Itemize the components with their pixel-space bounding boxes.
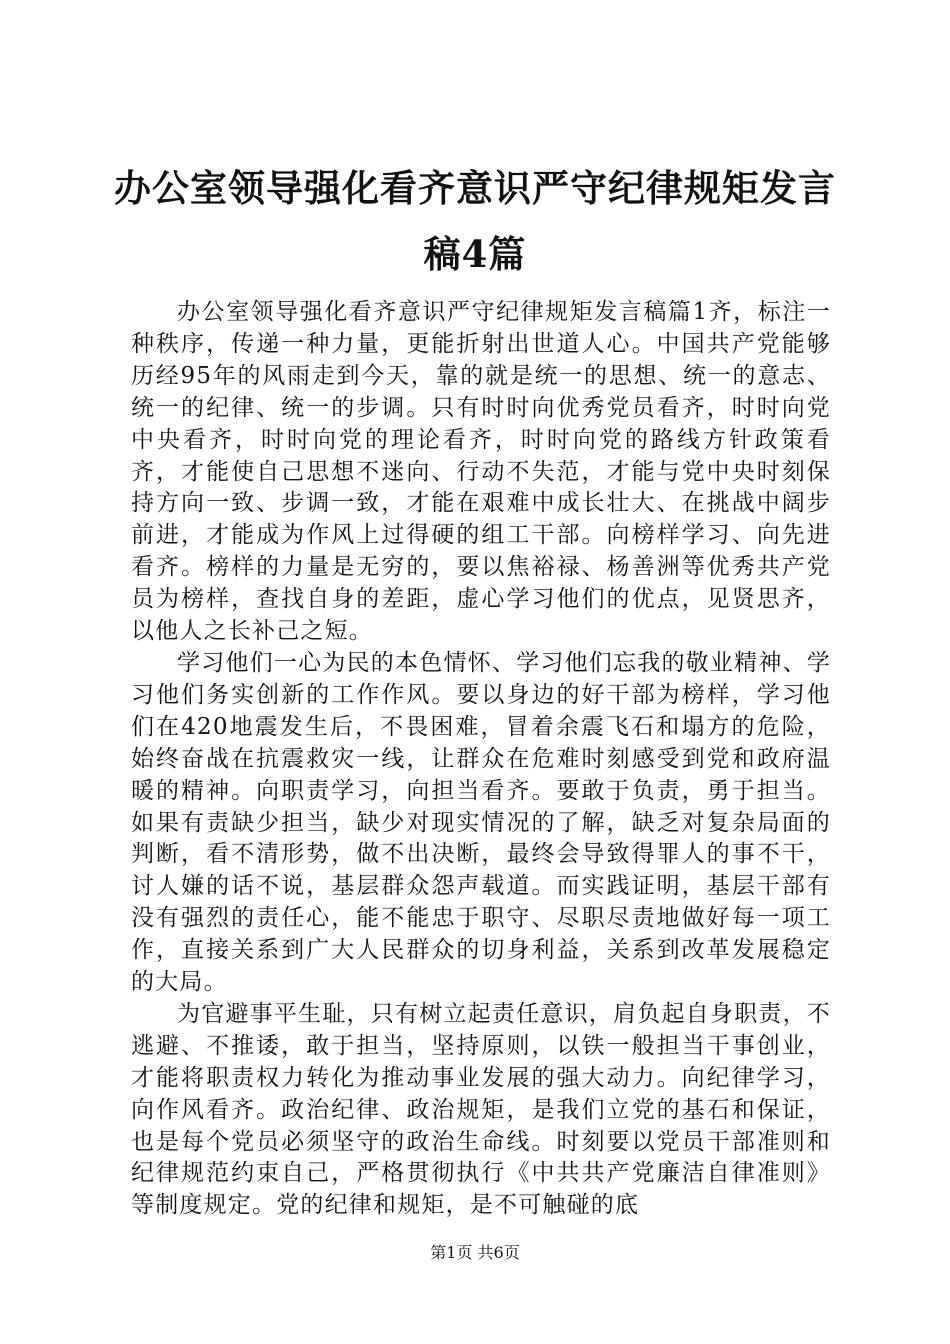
paragraph: 办公室领导强化看齐意识严守纪律规矩发言稿篇1齐，标注一种秩序，传递一种力量，更能折射出世道人心。中国共产党能够历经95年的风雨走到今天，靠的就是统一的思想、统一的意志、统一的纪律、统一的步调。只有时时向优秀党员看齐，时时向党中央看齐，时时向党的理论看齐，时时向党的路线方针政策看齐，才能使自己思想不迷向、行动不失范，才能与党中央时刻保持方向一致、步调一致，才能在艰难中成长壮大、在挑战中阔步前进，才能成为作风上过得硬的组工干部。向榜样学习、向先进看齐。榜样的力量是无穷的，要以焦裕禄、杨善洲等优秀共产党员为榜样，查找自身的差距，虚心学习他们的优点，见贤思齐，以他人之长补己之短。	[131, 299, 831, 645]
paragraph: 为官避事平生耻，只有树立起责任意识，肩负起自身职责，不逃避、不推诿，敢于担当，坚持原则，以铁一般担当干事创业，才能将职责权力转化为推动事业发展的强大动力。向纪律学习，向作风看齐。政治纪律、政治规矩，是我们立党的基石和保证，也是每个党员必须坚守的政治生命线。时刻要以党员干部准则和纪律规范约束自己，严格贯彻执行《中共共产党廉洁自律准则》等制度规定。党的纪律和规矩，是不可触碰的底	[131, 1000, 831, 1219]
paragraph: 学习他们一心为民的本色情怀、学习他们忘我的敬业精神、学习他们务实创新的工作作风。要以身边的好干部为榜样，学习他们在420地震发生后，不畏困难，冒着余震飞石和塌方的危险，始终奋战在抗震救灾一线，让群众在危难时刻感受到党和政府温暖的精神。向职责学习，向担当看齐。要敢于负责，勇于担当。如果有责缺少担当，缺少对现实情况的了解，缺乏对复杂局面的判断，看不清形势，做不出决断，最终会导致得罪人的事不干，讨人嫌的话不说，基层群众怨声载道。而实践证明，基层干部有没有强烈的责任心，能不能忠于职守、尽职尽责地做好每一项工作，直接关系到广大人民群众的切身利益，关系到改革发展稳定的大局。	[131, 649, 831, 996]
document-body	[131, 297, 831, 1222]
page-number-footer: 第1页 共6页	[430, 1243, 520, 1262]
document-title: 办公室领导强化看齐意识严守纪律规矩发言稿4篇	[114, 166, 836, 276]
